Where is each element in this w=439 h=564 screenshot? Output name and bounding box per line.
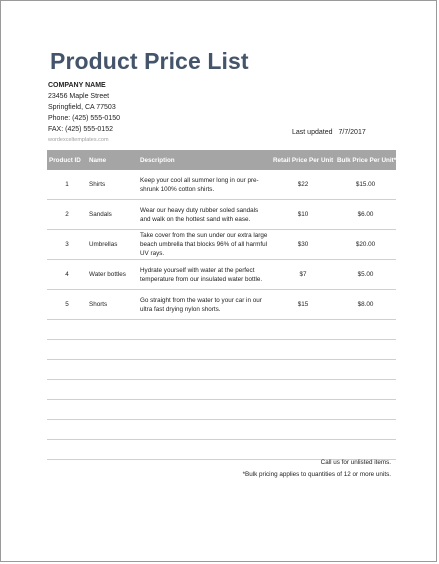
retail-price: $10 bbox=[271, 200, 335, 230]
product-name: Shirts bbox=[87, 170, 138, 200]
footer-bulk-note: *Bulk pricing applies to quantities of 12 or more units. bbox=[242, 471, 391, 478]
company-website: wordexceltemplates.com bbox=[48, 137, 109, 143]
footer-unlisted-note: Call us for unlisted items. bbox=[320, 459, 391, 466]
company-city: Springfield, CA 77503 bbox=[48, 104, 116, 111]
table-header-row bbox=[47, 150, 396, 170]
product-description: Take cover from the sun under our extra large beach umbrella that blocks 96% of all harmful UV rays. bbox=[138, 230, 271, 260]
table-row bbox=[47, 260, 396, 290]
retail-price: $22 bbox=[271, 170, 335, 200]
company-fax: FAX: (425) 555-0152 bbox=[48, 126, 113, 133]
company-street: 23456 Maple Street bbox=[48, 93, 110, 100]
page-title: Product Price List bbox=[50, 48, 249, 74]
product-id: 4 bbox=[47, 260, 87, 290]
table-row bbox=[47, 170, 396, 200]
header-name: Name bbox=[87, 150, 138, 170]
empty-table-row bbox=[47, 380, 396, 400]
table-row bbox=[47, 290, 396, 320]
product-id: 2 bbox=[47, 200, 87, 230]
product-description: Wear our heavy duty rubber soled sandals and walk on the hottest sand with ease. bbox=[138, 200, 271, 230]
bulk-price: $8.00 bbox=[335, 290, 396, 320]
empty-table-row bbox=[47, 320, 396, 340]
footer-notes bbox=[243, 457, 391, 481]
empty-table-row bbox=[47, 400, 396, 420]
bulk-price: $5.00 bbox=[335, 260, 396, 290]
header-retail-price: Retail Price Per Unit bbox=[271, 150, 335, 170]
product-name: Umbrellas bbox=[87, 230, 138, 260]
product-name: Sandals bbox=[87, 200, 138, 230]
product-id: 3 bbox=[47, 230, 87, 260]
empty-table-row bbox=[47, 420, 396, 440]
company-info bbox=[48, 80, 120, 145]
company-name: COMPANY NAME bbox=[48, 82, 106, 89]
table-row bbox=[47, 230, 396, 260]
product-description: Keep your cool all summer long in our pre-shrunk 100% cotton shirts. bbox=[138, 170, 271, 200]
company-phone: Phone: (425) 555-0150 bbox=[48, 115, 120, 122]
last-updated-date: 7/7/2017 bbox=[338, 129, 366, 136]
retail-price: $7 bbox=[271, 260, 335, 290]
empty-table-row bbox=[47, 340, 396, 360]
retail-price: $30 bbox=[271, 230, 335, 260]
bulk-price: $15.00 bbox=[335, 170, 396, 200]
retail-price: $15 bbox=[271, 290, 335, 320]
product-name: Shorts bbox=[87, 290, 138, 320]
bulk-price: $20.00 bbox=[335, 230, 396, 260]
product-id: 5 bbox=[47, 290, 87, 320]
product-description: Hydrate yourself with water at the perfect temperature from our insulated water bottle. bbox=[138, 260, 271, 290]
last-updated bbox=[292, 129, 366, 136]
header-bulk-price: Bulk Price Per Unit* bbox=[335, 150, 396, 170]
header-product-id: Product ID bbox=[47, 150, 87, 170]
product-id: 1 bbox=[47, 170, 87, 200]
product-description: Go straight from the water to your car in our ultra fast drying nylon shorts. bbox=[138, 290, 271, 320]
last-updated-label: Last updated bbox=[292, 129, 333, 136]
table-row bbox=[47, 200, 396, 230]
product-name: Water bottles bbox=[87, 260, 138, 290]
price-table bbox=[47, 150, 396, 460]
header-description: Description bbox=[138, 150, 271, 170]
bulk-price: $6.00 bbox=[335, 200, 396, 230]
empty-table-row bbox=[47, 360, 396, 380]
